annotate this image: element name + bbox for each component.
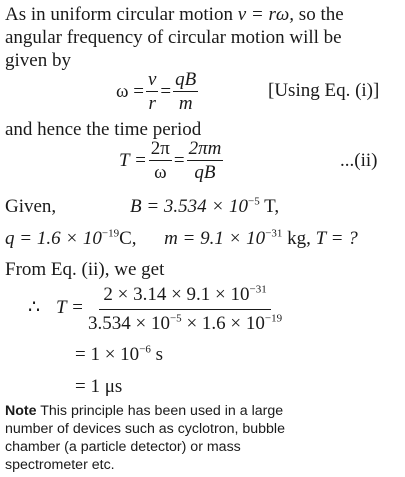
m-unit: kg,	[282, 228, 311, 249]
omega-equation	[116, 70, 200, 113]
fraction-numerator: 2πm	[188, 138, 222, 159]
numerator-exponent: −31	[249, 283, 267, 296]
equation-reference: [Using Eq. (i)]	[268, 80, 380, 101]
note-line-1	[5, 402, 283, 420]
denominator-exponent-1: −5	[169, 312, 182, 325]
omega-lhs: ω =	[116, 80, 144, 102]
step-2-unit: s	[150, 344, 164, 365]
denominator-value-1: 3.534 × 10	[88, 312, 170, 334]
fraction-2pim-over-qb	[187, 139, 224, 182]
calc-step-3: = 1 μs	[75, 376, 123, 397]
time-period-equation	[119, 139, 225, 182]
note-line-4: spectrometer etc.	[5, 457, 115, 473]
fraction-qb-over-m	[173, 70, 198, 113]
calc-step-2	[75, 344, 163, 366]
equation-number: ...(ii)	[340, 150, 378, 171]
b-exponent: −5	[248, 195, 260, 208]
note-label: Note	[5, 403, 37, 419]
denominator-exponent-2: −19	[264, 312, 283, 325]
calculation-numerator	[99, 284, 270, 310]
q-exponent: −19	[101, 227, 120, 240]
calculation-denominator	[86, 310, 284, 335]
fraction-v-over-r	[146, 70, 158, 113]
fraction-numerator: qB	[175, 69, 197, 90]
given-magnetic-field	[130, 196, 279, 218]
step-2-exponent: −6	[139, 343, 151, 356]
fraction-denominator: ω	[154, 162, 167, 183]
b-value: B = 3.534 × 10	[130, 196, 248, 217]
given-charge-mass	[5, 228, 358, 250]
note-line-2: number of devices such as cyclotron, bubble	[5, 421, 285, 437]
fraction-numerator: 2π	[150, 138, 170, 159]
q-value: q = 1.6 × 10	[5, 228, 102, 249]
b-unit: T,	[259, 196, 280, 217]
intro-line-2: angular frequency of circular motion will be	[5, 27, 342, 48]
text-time-period: and hence the time period	[5, 119, 202, 140]
fraction-denominator: r	[148, 93, 156, 114]
numerator-value: 2 × 3.14 × 9.1 × 10	[103, 284, 250, 305]
t-query: T = ?	[315, 228, 358, 249]
note-line-3: chamber (a particle detector) or mass	[5, 439, 241, 455]
note-text-1: This principle has been used in a large	[36, 403, 284, 419]
m-value: m = 9.1 × 10	[164, 228, 266, 249]
m-exponent: −31	[265, 227, 283, 240]
calc-t-lhs: T =	[56, 297, 84, 318]
equals-sign: =	[160, 80, 172, 102]
from-equation-text: From Eq. (ii), we get	[5, 259, 165, 280]
step-2-value: = 1 × 10	[75, 344, 140, 365]
intro-line-1	[5, 4, 344, 26]
fraction-denominator: qB	[194, 162, 216, 183]
t-lhs: T =	[119, 149, 147, 171]
fraction-numerator: v	[147, 69, 157, 90]
intro-line-1-prefix: As in uniform circular motion	[5, 4, 238, 25]
q-unit: C,	[119, 228, 137, 249]
given-label: Given,	[5, 196, 57, 217]
calc-lhs	[56, 297, 84, 319]
therefore-symbol: ∴	[28, 297, 41, 318]
intro-formula: v = rω,	[237, 4, 295, 25]
intro-line-1-suffix: so the	[294, 4, 344, 25]
equals-sign: =	[173, 149, 185, 171]
calculation-fraction	[86, 284, 284, 335]
fraction-2pi-over-omega	[149, 139, 172, 182]
intro-line-3: given by	[5, 50, 71, 71]
denominator-value-2: × 1.6 × 10	[181, 312, 265, 334]
fraction-denominator: m	[178, 93, 193, 114]
